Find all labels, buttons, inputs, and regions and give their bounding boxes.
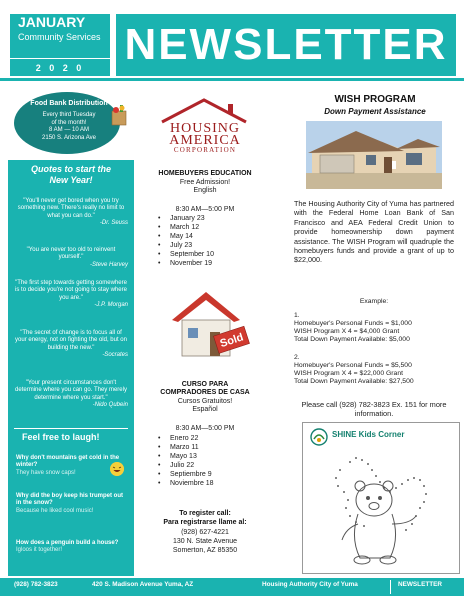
dot-to-dot-bear-puzzle: [320, 448, 450, 570]
example-2-number: 2.: [294, 354, 300, 361]
register-label-es: Para registrarse llame al:: [163, 519, 247, 526]
example-line: WISH Program X 4 = $22,000 Grant: [294, 370, 403, 378]
joke-question: How does a penguin build a house?: [16, 540, 119, 546]
quote-author: -J.P. Morgan: [94, 302, 128, 309]
joke-item: [16, 455, 126, 477]
register-city: Somerton, AZ 85350: [172, 547, 238, 554]
example-line: Total Down Payment Available: $27,500: [294, 378, 414, 386]
newsletter-header: [0, 0, 464, 82]
register-address: 130 N. State Avenue: [172, 538, 238, 545]
wish-contact: Please call (928) 782-3823 Ex. 151 for more information.: [301, 400, 447, 418]
quote-author: -Dr. Seuss: [99, 220, 128, 227]
quotes-heading: [8, 164, 134, 186]
footer-label: NEWSLETTER: [398, 581, 443, 588]
page-title: NEWSLETTER: [124, 20, 448, 69]
spanish-dates-list: [158, 434, 248, 488]
wish-program-title: WISH PROGRAM: [334, 94, 416, 105]
year-label: 2 0 2 0: [10, 58, 110, 73]
sold-sign-text: Sold: [218, 331, 245, 351]
quote-author: -Steve Harvey: [89, 261, 128, 268]
register-phone: (928) 627-4221: [181, 529, 229, 536]
register-label-en: To register call:: [179, 510, 231, 517]
quotes-heading-line: New Year!: [49, 175, 93, 185]
logo-word-america: AMERICA: [169, 133, 241, 148]
education-language: English: [193, 187, 217, 194]
example-line: Homebuyer's Personal Funds = $1,000: [294, 320, 412, 327]
footer-address: 420 S. Madison Avenue Yuma, AZ: [92, 581, 194, 588]
spanish-course-title-1: CURSO PARA: [181, 381, 229, 388]
food-bank-line: 8 AM — 10 AM: [48, 127, 90, 133]
education-title: HOMEBUYERS EDUCATION: [158, 170, 252, 177]
shine-kids-corner-title: SHINE Kids Corner: [332, 430, 405, 439]
quote-text: "The secret of change is to focus all of your energy, not on fighting the old, but on building the new.": [15, 330, 127, 351]
date-item: • March 12: [158, 223, 248, 232]
joke-answer: They have snow caps!: [16, 469, 76, 476]
joke-question: Why did the boy keep his trumpet out in the snow?: [16, 493, 124, 507]
footer-phone: (928) 782-3823: [14, 581, 58, 588]
example-line: Total Down Payment Available: $5,000: [294, 336, 410, 344]
spanish-course-title-2: COMPRADORES DE CASA: [160, 389, 250, 396]
header-divider: [0, 78, 464, 81]
date-item: • May 14: [158, 232, 248, 241]
grocery-bag-icon: [110, 104, 128, 126]
quote-author: -Nido Qubein: [92, 402, 128, 409]
date-item: • January 23: [158, 214, 248, 223]
footer-bar: [0, 578, 464, 596]
joke-answer: Igloos it together!: [16, 547, 63, 554]
food-bank-line: of the month!: [51, 119, 87, 126]
education-time: 8:30 AM—5:00 PM: [175, 206, 235, 213]
footer-organization: Housing Authority City of Yuma: [262, 581, 358, 588]
quote-item: [14, 280, 128, 310]
house-sold-illustration: [166, 286, 252, 368]
quote-text: "Your present circumstances don't determine where you can go. They merely determine where you start.": [15, 380, 127, 401]
quote-item: [14, 380, 128, 410]
quote-item: [14, 330, 128, 360]
date-item: • July 23: [158, 241, 248, 250]
example-line: Homebuyer's Personal Funds = $5,500: [294, 362, 412, 369]
food-bank-line: 2150 S. Arizona Ave: [42, 134, 96, 141]
wish-program-subtitle: Down Payment Assistance: [324, 107, 426, 116]
house-photo: [306, 121, 442, 189]
food-bank-line: Every third Tuesday: [42, 112, 96, 118]
logo-word-housing: HOUSING: [170, 121, 240, 136]
date-item: • September 10: [158, 250, 248, 259]
month-block: [10, 14, 110, 76]
date-item: • Noviembre 18: [158, 479, 248, 488]
example-1-lines: [294, 320, 454, 345]
date-item: • Mayo 13: [158, 452, 248, 461]
joke-answer: Because he liked cool music!: [16, 507, 94, 514]
example-line: WISH Program X 4 = $4,000 Grant: [294, 328, 400, 336]
example-2-lines: [294, 362, 454, 387]
food-bank-details: [24, 112, 114, 142]
spanish-course-time: 8:30 AM—5:00 PM: [175, 425, 235, 432]
english-dates-list: [158, 214, 248, 268]
department-label: Community Services: [18, 32, 101, 42]
example-label: Example:: [359, 298, 389, 305]
spanish-course-language: Español: [192, 406, 218, 413]
logo-word-corporation: CORPORATION: [173, 146, 237, 154]
laugh-heading: Feel free to laugh!: [22, 432, 100, 442]
quote-text: "You are never too old to reinvent yourself.": [26, 247, 116, 261]
date-item: • November 19: [158, 259, 248, 268]
joke-item: [16, 540, 126, 555]
food-bank-title: Food Bank Distribution: [30, 100, 108, 107]
quote-text: "You'll never get bored when you try something new. There's really no limit to what you can do.": [17, 198, 125, 219]
sidebar-divider: [14, 428, 128, 429]
shine-logo-icon: [310, 428, 328, 446]
quote-author: -Socrates: [102, 352, 128, 359]
date-item: • Marzo 11: [158, 443, 248, 452]
date-item: • Enero 22: [158, 434, 248, 443]
date-item: • Julio 22: [158, 461, 248, 470]
date-item: • Septiembre 9: [158, 470, 248, 479]
joke-question: Why don't mountains get cold in the winter?: [16, 455, 120, 469]
month-label: JANUARY: [18, 14, 86, 30]
example-1-number: 1.: [294, 312, 300, 319]
spanish-course-free: Cursos Gratuitos!: [177, 398, 233, 405]
quote-item: [14, 198, 128, 228]
education-admission: Free Admission!: [179, 179, 231, 186]
quote-text: "The first step towards getting somewhere is to decide you're not going to stay where you are.": [15, 280, 127, 301]
joke-item: [16, 493, 126, 515]
footer-divider: [390, 580, 391, 594]
quote-item: [14, 247, 128, 269]
quotes-heading-line: Quotes to start the: [30, 164, 111, 174]
wish-description: The Housing Authority City of Yuma has partnered with the Federal Home Loan Bank of San Francisco and AEA Federal Credit Union to provide homeownership down payment assistance. The WISH Program will quadruple the homebuyers funds and provide a grant of up to $22,000.: [294, 199, 454, 265]
